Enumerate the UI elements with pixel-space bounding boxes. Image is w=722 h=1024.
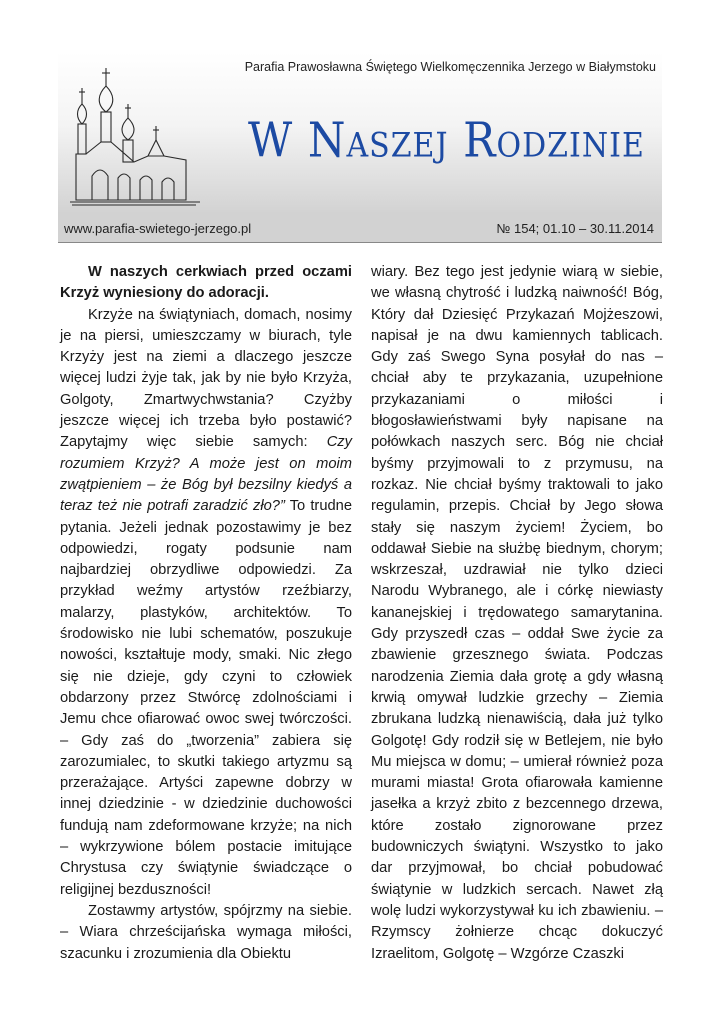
church-illustration (68, 64, 208, 210)
paragraph-quote: Czy rozumiem Krzyż? A może jest on moim zwątpieniem – że Bóg był bezsilny kiedyś a teraz też nie potrafi zaradzić zło?” (60, 434, 352, 515)
article-lead: W naszych cerkwiach przed oczami Krzyż wyniesiony do adoracji. (60, 264, 352, 302)
article-paragraph: Zostawmy artystów, spójrzmy na siebie. – Wiara chrześcijańska wymaga miłości, szacunku i zrozumienia dla Obiektu (60, 902, 352, 962)
article-column-left (60, 262, 352, 965)
article-paragraph (60, 305, 352, 901)
masthead-info-bar (58, 214, 662, 243)
newsletter-title: W Naszej Rodzinie (248, 113, 645, 169)
article-column-right (371, 262, 663, 965)
parish-name: Parafia Prawosławna Świętego Wielkomęczennika Jerzego w Białymstoku (244, 60, 656, 74)
article-paragraph: wiary. Bez tego jest jedynie wiarą w siebie, we własną chytrość i ludzką naiwność! Bóg, Który dał Dziesięć Przykazań Mojżeszowi, napisał je na dwu kamiennych tablicach. Gdy zaś Swego Syna posyłał do nas – chciał aby te przykazania, uzupełnione przykazaniami o miłości i błogosławieństwami były napisane na połówkach naszych serc. Bóg nie chciał byśmy przyjmowali to z przymusu, na rozkaz. Nie chciał byśmy traktowali to jako regulamin, przepis. Chciał by Jego słowa stały się naszym życiem! Życiem, bo oddawał Siebie na służbę biednym, chorym; wskrzeszał, uzdrawiał nie tylko dzieci Narodu Wybranego, ale i córkę niewiasty kananejskiej i trędowatego samarytanina. Gdy przyszedł czas – oddał Swe życie za zbawienie grzesznego świata. Podczas narodzenia Ziemia dała grotę a gdy własną krwią omywał ludzkie grzechy – Ziemia zbrukana ludzką nienawiścią, dała już tylko Golgotę! Gdy rodził się w Betlejem, nie było Mu miejsca w domu; – umierał również poza murami miasta! Grota ofiarowała kamienne jasełka a krzyż zbito z bezcennego drzewa, które zostało zignorowane przez budowniczych świątyni. Wszystko to jako dar przyjmował, bo chciał pobudować świątynie w ludzkich sercach. Nawet złą wolę ludzi wykorzystywał ku ich zbawieniu. – Rzymscy żołnierze chcąc dokuczyć Izraelitom, Golgotę – Wzgórze Czaszki (371, 264, 663, 962)
paragraph-text: To trudne pytania. Jeżeli jednak pozostawimy je bez odpowiedzi, rogaty podsunie nam najbardziej obrzydliwe odpowiedzi. Za przykład weźmy artystów rzeźbiarzy, malarzy, plastyków, architektów. To środowisko nie lubi schematów, poszukuje nowości, kształtuje mody, smaki. Nic złego się nie dzieje, gdy czyni to człowiek obdarzony przez Stwórcę zdolnościami i Jemu chce ofiarować owoc swej twórczości. – Gdy zaś do „tworzenia” zabiera się zarozumialec, to skutki takiego artyzmu są przerażające. Artyści zapewne dobrzy w innej dziedzinie - w dziedzinie duchowości fundują nam zdeformowane krzyże; na nich – wykrzywione bólem postacie imitujące Chrystusa czy świątynie świadczące o religijnej bezduszności! (60, 498, 352, 898)
paragraph-text: Krzyże na świątyniach, domach, nosimy je na piersi, umieszczamy w biurach, tyle Krzyży jest na ziemi a dlaczego jeszcze więcej ludzi żyje tak, jak by nie było Krzyża, Golgoty, Zmartwychwstania? Czyżby jeszcze więcej ich trzeba było postawić? Zapytajmy więc siebie samych: (60, 306, 352, 451)
issue-info: № 154; 01.10 – 30.11.2014 (496, 221, 654, 236)
website-link[interactable]: www.parafia-swietego-jerzego.pl (64, 221, 252, 236)
masthead (58, 52, 662, 214)
